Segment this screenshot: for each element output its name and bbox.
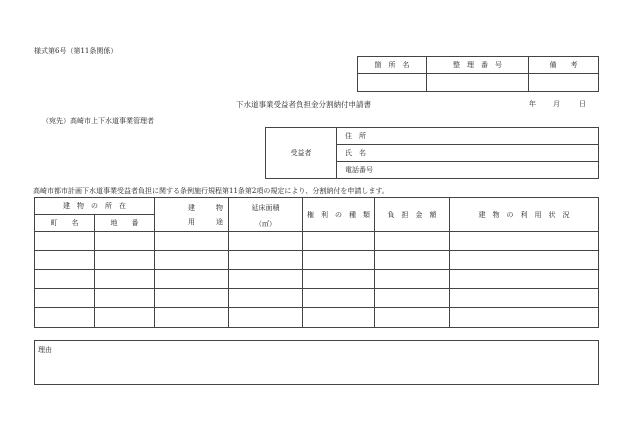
admin-header-remarks: 備 考 (529, 57, 599, 74)
cell[interactable] (35, 308, 95, 328)
cell[interactable] (229, 289, 303, 308)
cell[interactable] (229, 308, 303, 328)
cell[interactable] (229, 251, 303, 270)
cell[interactable] (35, 270, 95, 289)
cell[interactable] (95, 251, 155, 270)
cell[interactable] (303, 251, 375, 270)
cell[interactable] (35, 251, 95, 270)
beneficiary-name-label: 氏 名 (337, 145, 599, 162)
usage-status-header: 建 物 の 利 用 状 況 (450, 198, 599, 232)
building-use-top: 建 物 (188, 203, 223, 212)
admin-table (357, 56, 599, 92)
table-row (35, 289, 599, 308)
reason-box[interactable] (34, 340, 599, 385)
cell[interactable] (155, 289, 229, 308)
cell[interactable] (303, 289, 375, 308)
cell[interactable] (155, 251, 229, 270)
cell[interactable] (375, 232, 450, 251)
town-name-header: 町 名 (35, 215, 95, 232)
cell[interactable] (375, 289, 450, 308)
cell[interactable] (35, 232, 95, 251)
cell[interactable] (95, 308, 155, 328)
reason-label: 理由 (38, 346, 52, 354)
beneficiary-table (265, 127, 599, 179)
cell[interactable] (375, 251, 450, 270)
date-day-label: 日 (579, 100, 586, 108)
cell[interactable] (303, 308, 375, 328)
building-use-bottom: 用 途 (188, 217, 223, 226)
main-table (34, 197, 599, 328)
cell[interactable] (155, 270, 229, 289)
beneficiary-label: 受益者 (266, 128, 337, 179)
cell[interactable] (95, 232, 155, 251)
cell[interactable] (155, 232, 229, 251)
table-row (35, 308, 599, 328)
cell[interactable] (450, 251, 599, 270)
cell[interactable] (450, 308, 599, 328)
cell[interactable] (229, 270, 303, 289)
right-type-header: 権 利 の 種 類 (303, 198, 375, 232)
floor-area-header (229, 198, 303, 232)
cell[interactable] (155, 308, 229, 328)
table-row (35, 270, 599, 289)
cell[interactable] (450, 232, 599, 251)
addressee: （宛先）高崎市上下水道事業管理者 (42, 117, 154, 125)
beneficiary-address-label: 住 所 (337, 128, 599, 145)
floor-area-label: 延床面積 (251, 204, 280, 212)
charge-amount-header: 負 担 金 額 (375, 198, 450, 232)
admin-remarks-field[interactable] (529, 74, 599, 92)
cell[interactable] (303, 232, 375, 251)
application-statement: 高崎市都市計画下水道事業受益者負担に関する条例施行規程第11条第2項の規定により、分割納付を申請します。 (33, 187, 389, 195)
beneficiary-phone-label: 電話番号 (337, 162, 599, 179)
cell[interactable] (35, 289, 95, 308)
admin-header-reference-number: 整 理 番 号 (427, 57, 529, 74)
cell[interactable] (303, 270, 375, 289)
admin-reference-number-field[interactable] (427, 74, 529, 92)
cell[interactable] (375, 270, 450, 289)
table-row (35, 232, 599, 251)
form-number: 様式第6号（第11条関係） (34, 47, 118, 55)
cell[interactable] (450, 289, 599, 308)
form-title: 下水道事業受益者負担金分割納付申請書 (236, 100, 371, 109)
admin-header-location: 箇 所 名 (358, 57, 427, 74)
date-year-label: 年 (529, 100, 536, 108)
table-row (35, 251, 599, 270)
cell[interactable] (229, 232, 303, 251)
date-month-label: 月 (553, 100, 560, 108)
cell[interactable] (95, 289, 155, 308)
floor-area-unit: （㎡） (255, 220, 276, 228)
building-use-header (155, 198, 229, 232)
lot-number-header: 地 番 (95, 215, 155, 232)
cell[interactable] (95, 270, 155, 289)
cell[interactable] (450, 270, 599, 289)
cell[interactable] (375, 308, 450, 328)
building-location-header: 建 物 の 所 在 (35, 198, 155, 215)
admin-location-field[interactable] (358, 74, 427, 92)
